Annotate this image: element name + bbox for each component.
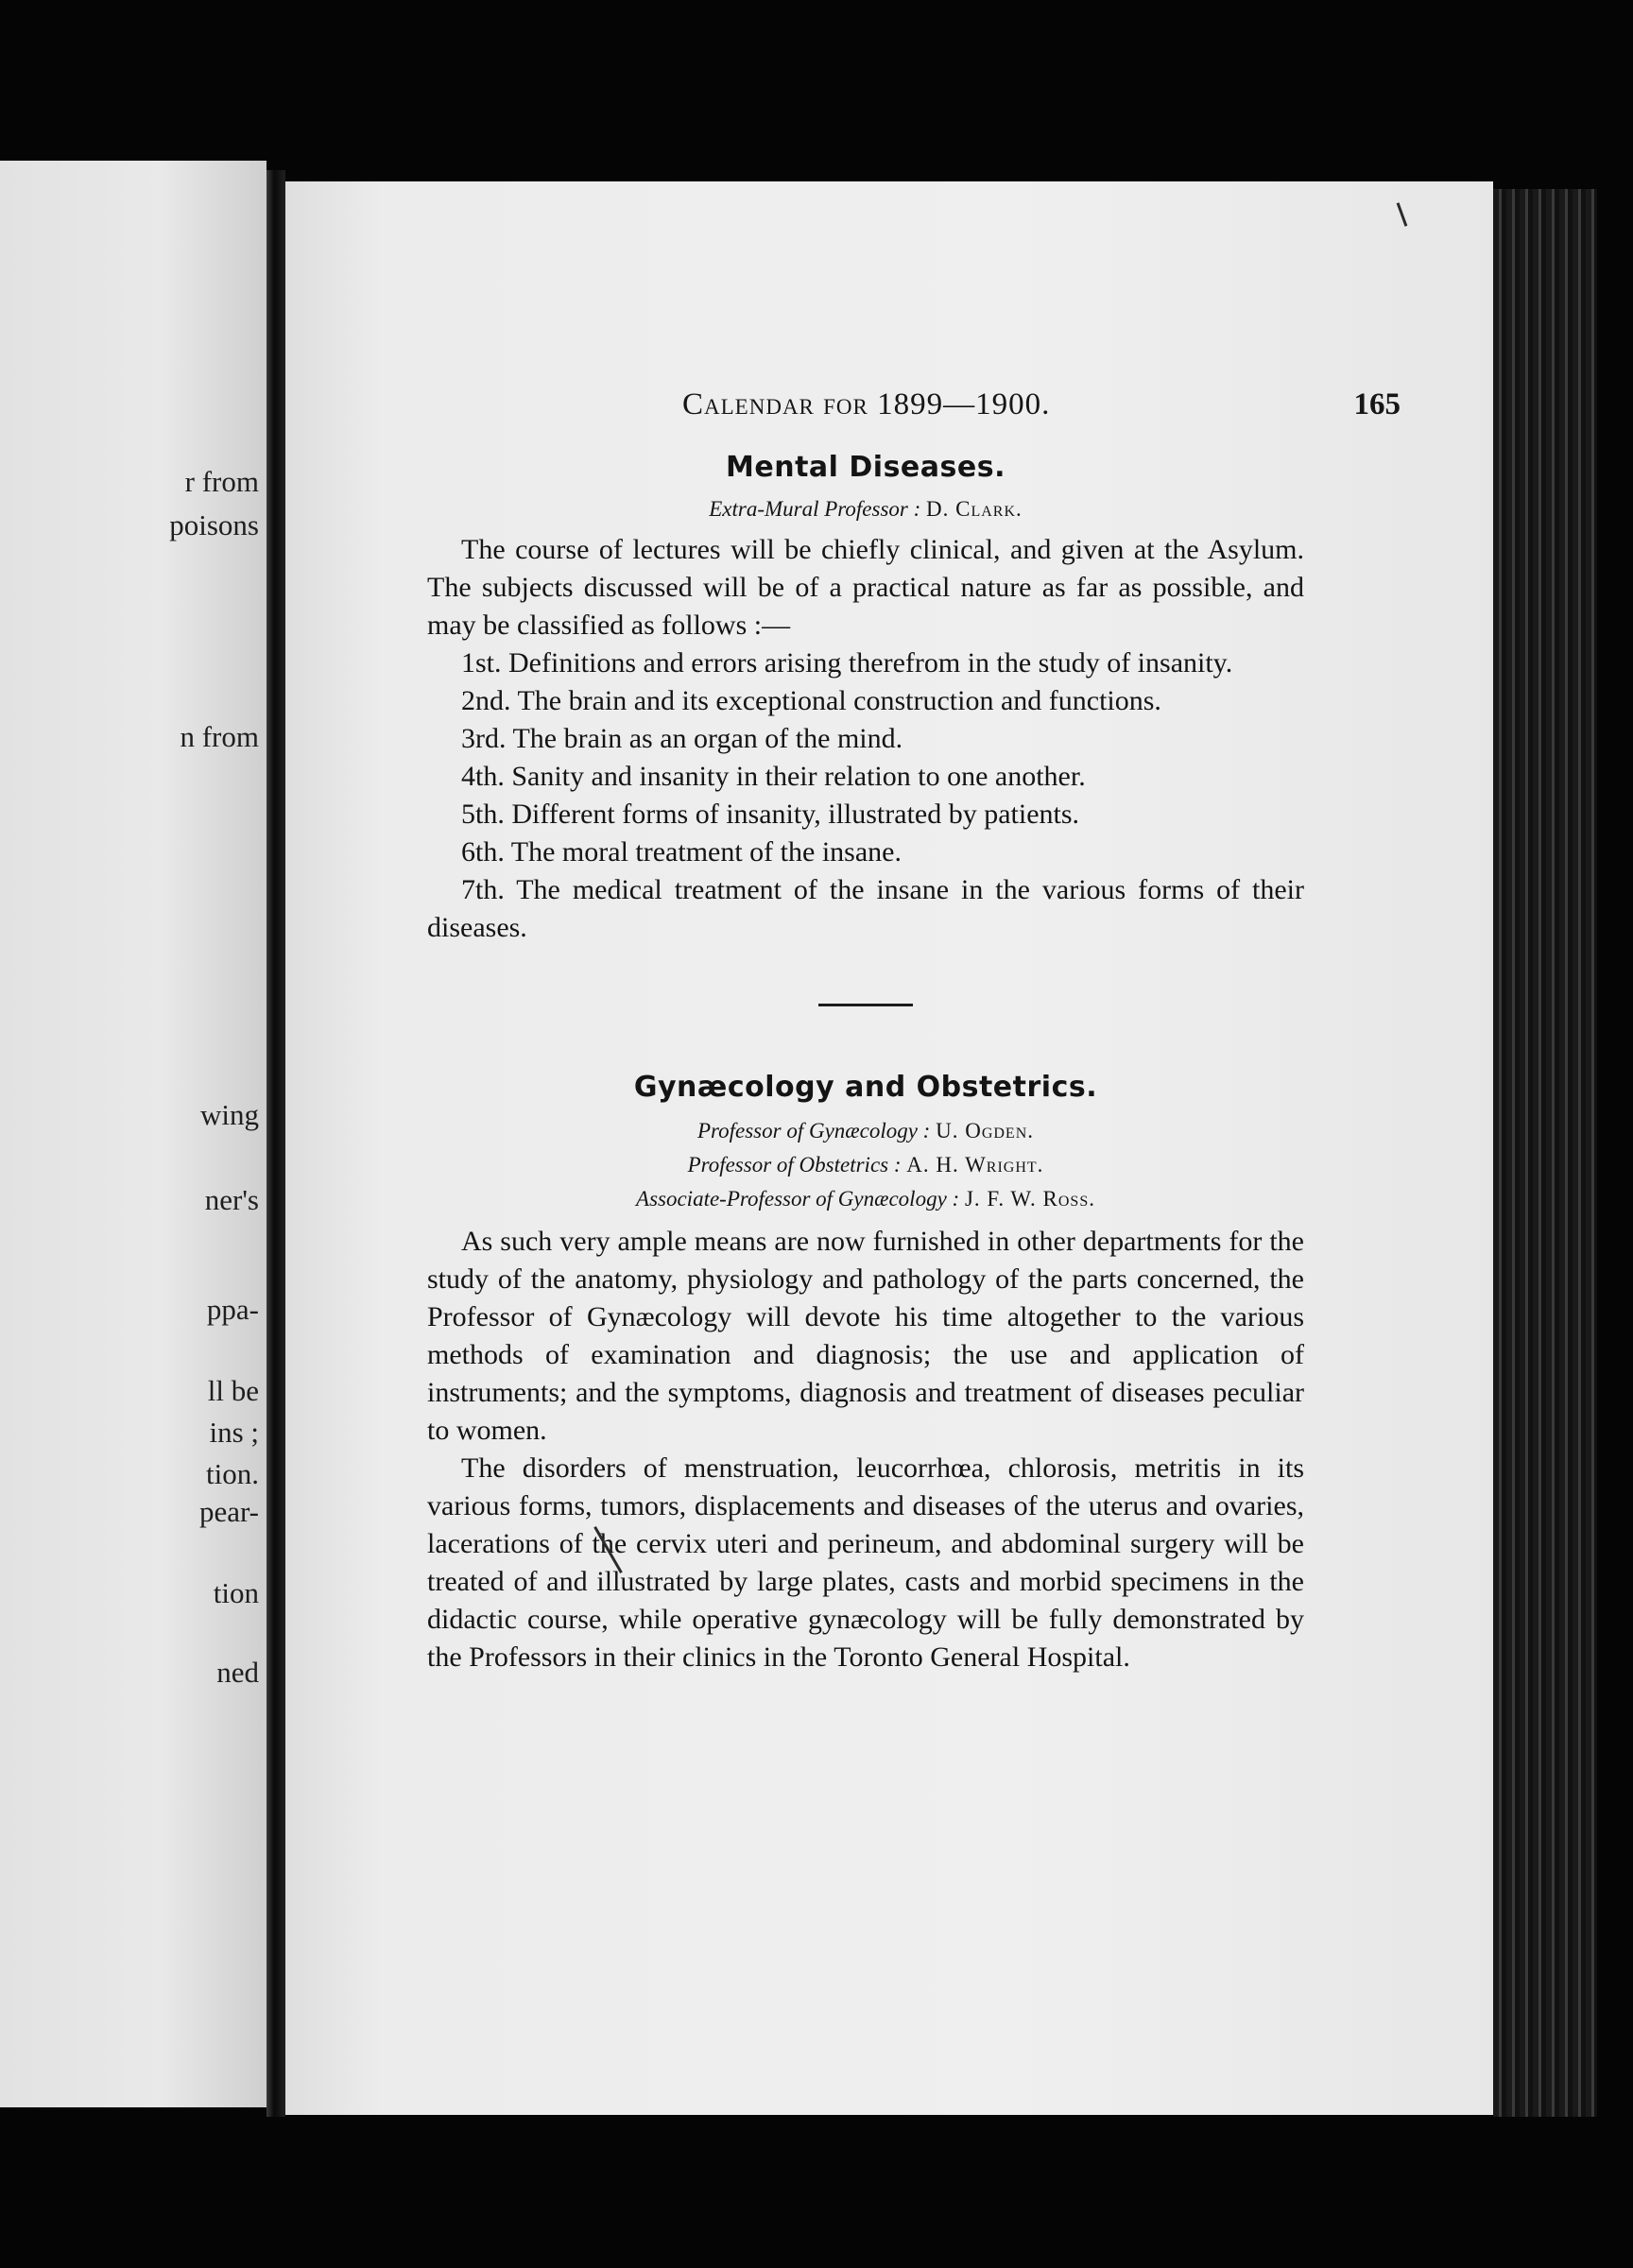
left-page-fragment: ppa- — [206, 1293, 259, 1326]
page-content — [427, 451, 1304, 1676]
page-number: 165 — [1353, 387, 1401, 421]
professor-name: D. Clark. — [926, 497, 1023, 521]
mental-diseases-intro: The course of lectures will be chiefly clinical, and given at the Asylum. The subjects discussed will be of a practical nature as far as possible, and may be classified as follows :— — [427, 534, 1304, 641]
professor-role: Extra-Mural Professor : — [709, 497, 921, 521]
professor-role: Professor of Gynæcology : — [696, 1119, 931, 1143]
left-page-fragment: n from — [180, 720, 259, 753]
topic-item: 2nd. The brain and its exceptional construction and functions. — [461, 685, 1161, 716]
left-page-fragment: poisons — [169, 508, 259, 541]
left-page — [0, 161, 266, 2107]
left-page-fragment: ll be — [207, 1374, 259, 1407]
professor-line — [427, 1153, 1304, 1177]
topic-item: 1st. Definitions and errors arising therefrom in the study of insanity. — [461, 647, 1233, 679]
left-page-fragment: r from — [184, 465, 259, 498]
left-page-fragment: tion — [213, 1576, 259, 1609]
mental-diseases-topics — [427, 644, 1304, 947]
section-title-mental-diseases: Mental Diseases. — [726, 451, 1006, 484]
section-title-gynaecology-obstetrics: Gynæcology and Obstetrics. — [633, 1071, 1098, 1104]
professor-role: Professor of Obstetrics : — [687, 1153, 902, 1177]
left-page-fragment: ner's — [204, 1183, 259, 1216]
running-title: Calendar for 1899—1900. — [682, 387, 1051, 421]
professor-line — [427, 1119, 1304, 1143]
topic-item: 5th. Different forms of insanity, illustrated by patients. — [461, 799, 1080, 830]
professor-name: U. Ogden. — [936, 1119, 1035, 1143]
left-page-fragment: wing — [200, 1098, 259, 1131]
gynaecology-paragraph: The disorders of menstruation, leucorrhœa, chlorosis, metritis in its various forms, tumors, displacements and diseases of the uterus and ovaries, lacerations of the cervix uteri and perineum, and abdominal surgery will be treated of and illustrated by large plates, casts and morbid specimens in the didactic course, while operative gynæcology will be fully demonstrated by the Professors in their clinics in the Toronto General Hospital. — [427, 1452, 1304, 1673]
left-page-fragment: ins ; — [209, 1416, 259, 1449]
page-edge-stack — [1493, 189, 1597, 2117]
topic-item: 3rd. The brain as an organ of the mind. — [461, 723, 903, 754]
topic-item: 6th. The moral treatment of the insane. — [461, 836, 902, 868]
left-page-fragment: tion. — [206, 1457, 259, 1490]
topic-item: 4th. Sanity and insanity in their relation to one another. — [461, 761, 1086, 792]
book-gutter — [266, 170, 285, 2117]
professor-line — [427, 1187, 1304, 1211]
left-page-fragment: pear- — [198, 1495, 259, 1528]
gynaecology-paragraph: As such very ample means are now furnished in other departments for the study of the anatomy, physiology and pathology of the parts concerned, the Professor of Gynæcology will devote his time altogether to the various methods of examination and diagnosis; the use and application of instruments; and the symptoms, diagnosis and treatment of diseases peculiar to women. — [427, 1226, 1304, 1446]
left-page-fragment: ned — [216, 1656, 259, 1689]
scan-speck — [1397, 202, 1408, 226]
right-page — [285, 181, 1493, 2115]
topic-item: 7th. The medical treatment of the insane in the various forms of their diseases. — [427, 874, 1304, 943]
professor-role: Associate-Professor of Gynæcology : — [636, 1187, 960, 1211]
professor-line — [427, 497, 1304, 522]
professor-name: A. H. Wright. — [906, 1153, 1044, 1177]
professor-name: J. F. W. Ross. — [964, 1187, 1095, 1211]
